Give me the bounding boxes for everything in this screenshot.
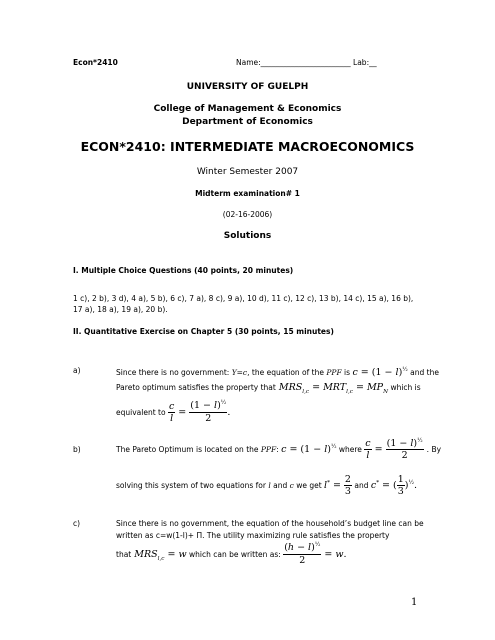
part-a-line2: Pareto optimum satisfies the property that $MRS_{l,c} = MRT_{l,c} = MP_N$ which is <box>116 382 421 395</box>
solutions-title: Solutions <box>223 231 272 241</box>
part-a-label: a) <box>73 366 81 375</box>
section1-heading: I. Multiple Choice Questions (40 points, 20 minutes) <box>73 266 294 275</box>
section2-heading: II. Quantitative Exercise on Chapter 5 (30 points, 15 minutes) <box>73 327 334 336</box>
mrs-equals-wage: $MRS_{l,c} = w$ <box>134 549 187 562</box>
utility-rule-equation: $\frac{(h - l)^{\frac{1}{2}}}{2}$ = w. <box>284 542 347 567</box>
college-name: College of Management & Economics <box>153 104 342 114</box>
exam-date: (02-16-2006) <box>222 210 273 219</box>
course-title: ECON*2410: INTERMEDIATE MACROECONOMICS <box>80 139 415 154</box>
mc-answers-line2: 17 a), 18 a), 19 a), 20 b). <box>73 305 168 314</box>
page-number: 1 <box>411 597 418 608</box>
part-a-line1: Since there is no government: Y=c, the equation of the PPF is $c = (1 - l)^{\frac{1}{2}}$ and the <box>116 367 439 379</box>
part-b-line1: The Pareto Optimum is located on the PPF: $c = (1 - l)^{\frac{1}{2}}$ where $\frac{c}{l}$ = $\frac{(1 - l)^{\frac{1}{2}}}{2}$ . By <box>116 437 442 462</box>
exam-title: Midterm examination# 1 <box>195 189 300 198</box>
semester: Winter Semester 2007 <box>196 167 299 177</box>
c-star-result: c* = ( $\frac{1}{3}$ )$^{\frac{1}{2}}$. <box>370 473 418 498</box>
pareto-condition: $MRS_{l,c} = MRT_{l,c} = MP_N$ <box>278 382 389 395</box>
university-name: UNIVERSITY OF GUELPH <box>186 82 309 92</box>
equivalent-equation: $\frac{c}{l}$ = $\frac{(1 - l)^{\frac{1}{2}}}{2}$ . <box>168 400 231 425</box>
department-name: Department of Economics <box>182 117 313 127</box>
pareto-fraction-equation: $\frac{c}{l}$ = $\frac{(1 - l)^{\frac{1}{2}}}{2}$ <box>365 437 423 462</box>
ppf-equation: $c = (1 - l)^{\frac{1}{2}}$ <box>352 367 408 379</box>
part-c-line1: Since there is no government, the equation of the household’s budget line can be <box>116 519 424 528</box>
part-c-line3: that $MRS_{l,c} = w$ which can be written as: $\frac{(h - l)^{\frac{1}{2}}}{2}$ = w. <box>116 542 347 567</box>
part-b-label: b) <box>73 445 81 454</box>
mc-answers-line1: 1 c), 2 b), 3 d), 4 a), 5 b), 6 c), 7 a), 8 c), 9 a), 10 d), 11 c), 12 c), 13 b), 14 c), 15 a), 16 b), <box>73 294 414 303</box>
part-a-line3: equivalent to $\frac{c}{l}$ = $\frac{(1 - l)^{\frac{1}{2}}}{2}$ . <box>116 400 231 425</box>
part-c-line2: written as c=w(1-l)+ Π. The utility maximizing rule satisfies the property <box>116 531 390 540</box>
course-code: Econ*2410 <box>73 58 118 67</box>
part-b-line2: solving this system of two equations for l and c we get l* = $\frac{2}{3}$ and c* = ( $\frac{1}{3}$ )$^{\frac{1}{2}}$. <box>116 473 418 498</box>
l-star-result: l* = $\frac{2}{3}$ <box>324 473 351 498</box>
name-lab-field: Name:________________________ Lab:__ <box>236 58 377 67</box>
part-c-label: c) <box>73 519 81 528</box>
